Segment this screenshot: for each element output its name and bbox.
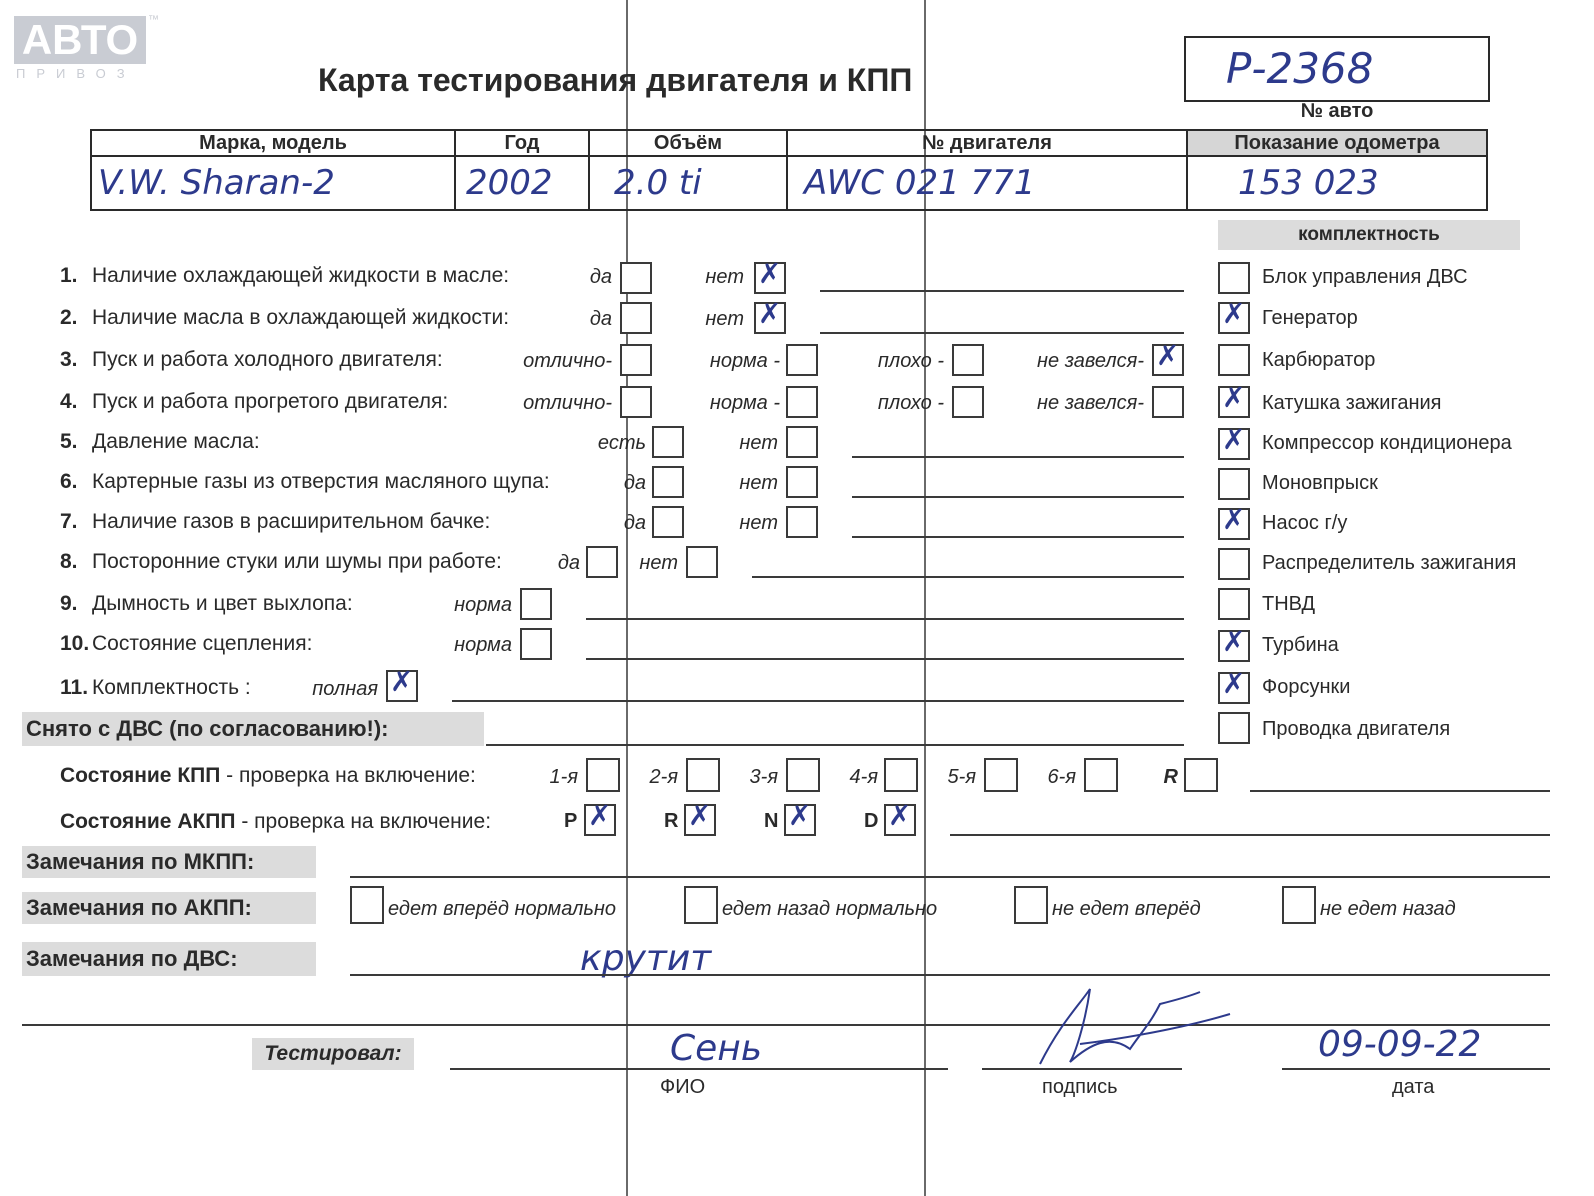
kpp-label-rest: - проверка на включение: bbox=[220, 764, 476, 787]
question-number: 2. bbox=[60, 306, 78, 329]
completeness-heading: комплектность bbox=[1218, 220, 1520, 250]
question-text: Картерные газы из отверстия масляного щупа: bbox=[92, 470, 550, 493]
akpp-remark-checkbox[interactable] bbox=[1282, 886, 1316, 924]
completeness-checkbox[interactable] bbox=[1218, 262, 1250, 294]
option-label: есть bbox=[597, 432, 646, 454]
option-checkbox[interactable] bbox=[586, 546, 618, 578]
akpp-remark-checkbox[interactable] bbox=[350, 886, 384, 924]
option-label: да bbox=[623, 472, 646, 494]
check-mark-icon: ✗ bbox=[390, 665, 414, 698]
question-text: Наличие масла в охлаждающей жидкости: bbox=[92, 306, 510, 329]
gear-label: R bbox=[1163, 766, 1178, 788]
completeness-item-label: Карбюратор bbox=[1262, 349, 1376, 371]
question-4 bbox=[60, 390, 448, 414]
question-text: Состояние сцепления: bbox=[92, 632, 313, 655]
question-number: 10. bbox=[60, 632, 90, 655]
gear-label: R bbox=[664, 810, 679, 832]
option-label: да bbox=[589, 266, 612, 288]
gear-checkbox[interactable] bbox=[884, 758, 918, 792]
question-text: Пуск и работа прогретого двигателя: bbox=[92, 390, 449, 413]
option-label: норма bbox=[454, 634, 512, 656]
question-11 bbox=[60, 676, 251, 700]
engine-number-value: AWC 021 771 bbox=[804, 163, 1036, 203]
option-label: отлично- bbox=[523, 392, 612, 414]
check-mark-icon: ✗ bbox=[1156, 339, 1180, 372]
option-label: нет bbox=[739, 432, 778, 454]
logo-subtext: ПРИВОЗ bbox=[16, 66, 136, 81]
answer-line bbox=[452, 700, 1184, 702]
completeness-item-label: Насос г/у bbox=[1262, 512, 1348, 534]
option-checkbox[interactable] bbox=[1152, 339, 1184, 376]
date-label: дата bbox=[1392, 1076, 1435, 1098]
completeness-checkbox[interactable] bbox=[1218, 297, 1250, 334]
option-checkbox[interactable] bbox=[786, 344, 818, 376]
check-mark-icon: ✗ bbox=[1222, 423, 1246, 456]
completeness-checkbox[interactable] bbox=[1218, 588, 1250, 620]
question-7 bbox=[60, 510, 490, 534]
option-checkbox[interactable] bbox=[952, 344, 984, 376]
answer-line bbox=[852, 536, 1184, 538]
option-checkbox[interactable] bbox=[386, 665, 418, 702]
option-label: нет bbox=[705, 308, 744, 330]
option-checkbox[interactable] bbox=[686, 546, 718, 578]
tested-by-label: Тестировал: bbox=[252, 1038, 414, 1070]
check-mark-icon: ✗ bbox=[888, 799, 912, 832]
question-text: Посторонние стуки или шумы при работе: bbox=[92, 550, 502, 573]
akpp-remark-label: едет вперёд нормально bbox=[388, 898, 617, 920]
page-title: Карта тестирования двигателя и КПП bbox=[318, 62, 913, 98]
gear-label: 5-я bbox=[947, 766, 976, 788]
header-col-model: Марка, модель bbox=[91, 130, 455, 156]
answer-line bbox=[350, 974, 1550, 976]
completeness-checkbox[interactable] bbox=[1218, 625, 1250, 662]
gear-checkbox[interactable] bbox=[586, 758, 620, 792]
completeness-item-label: ТНВД bbox=[1262, 593, 1316, 615]
answer-line bbox=[1250, 790, 1550, 792]
completeness-checkbox[interactable] bbox=[1218, 503, 1250, 540]
answer-line bbox=[586, 618, 1184, 620]
logo bbox=[14, 16, 146, 64]
akpp-remark-label: едет назад нормально bbox=[722, 898, 938, 920]
completeness-item-label: Турбина bbox=[1262, 634, 1339, 656]
option-checkbox[interactable] bbox=[754, 297, 786, 334]
gear-checkbox[interactable] bbox=[686, 758, 720, 792]
option-label: не завелся- bbox=[1037, 392, 1144, 414]
auto-number-label: № авто bbox=[1300, 100, 1374, 122]
question-9 bbox=[60, 592, 353, 616]
question-number: 4. bbox=[60, 390, 78, 413]
question-8 bbox=[60, 550, 502, 574]
option-label: да bbox=[623, 512, 646, 534]
akpp-remark-checkbox[interactable] bbox=[1014, 886, 1048, 924]
logo-text: АВТО bbox=[21, 16, 139, 63]
question-number: 1. bbox=[60, 264, 78, 287]
completeness-item-label: Генератор bbox=[1262, 307, 1358, 329]
question-number: 9. bbox=[60, 592, 78, 615]
test-date: 09-09-22 bbox=[1318, 1024, 1482, 1065]
option-label: плохо - bbox=[877, 392, 944, 414]
gear-label: 4-я bbox=[849, 766, 878, 788]
tester-name: Сень bbox=[670, 1028, 763, 1069]
question-number: 6. bbox=[60, 470, 78, 493]
option-label: нет bbox=[639, 552, 678, 574]
question-text: Комплектность : bbox=[92, 676, 251, 699]
completeness-item-label: Распределитель зажигания bbox=[1262, 552, 1517, 574]
akpp-remark-label: не едет назад bbox=[1320, 898, 1456, 920]
gear-label: N bbox=[764, 810, 779, 832]
check-mark-icon: ✗ bbox=[758, 257, 782, 290]
check-mark-icon: ✗ bbox=[758, 297, 782, 330]
auto-number-box bbox=[1184, 36, 1490, 102]
header-col-year: Год bbox=[455, 130, 589, 156]
option-checkbox[interactable] bbox=[786, 386, 818, 418]
auto-number-value: Р-2368 bbox=[1226, 44, 1374, 93]
kpp-label-bold: Состояние КПП bbox=[60, 764, 221, 787]
question-2 bbox=[60, 306, 509, 330]
answer-line bbox=[752, 576, 1184, 578]
completeness-checkbox[interactable] bbox=[1218, 667, 1250, 704]
gear-checkbox[interactable] bbox=[884, 799, 916, 836]
question-text: Давление масла: bbox=[92, 430, 260, 453]
answer-line bbox=[950, 834, 1550, 836]
option-checkbox[interactable] bbox=[754, 257, 786, 294]
akpp-remark-label: не едет вперёд bbox=[1052, 898, 1201, 920]
gear-checkbox[interactable] bbox=[784, 799, 816, 836]
option-label: плохо - bbox=[877, 350, 944, 372]
option-label: да bbox=[589, 308, 612, 330]
answer-line bbox=[586, 658, 1184, 660]
gear-checkbox[interactable] bbox=[984, 758, 1018, 792]
odometer-value: 153 023 bbox=[1238, 163, 1379, 203]
answer-line bbox=[486, 744, 1184, 746]
kpp-label bbox=[60, 764, 476, 788]
header-col-engine: № двигателя bbox=[787, 130, 1187, 156]
question-6 bbox=[60, 470, 550, 494]
question-text: Наличие охлаждающей жидкости в масле: bbox=[92, 264, 510, 287]
signature-label: подпись bbox=[1042, 1076, 1118, 1098]
option-checkbox[interactable] bbox=[520, 628, 552, 660]
completeness-checkbox[interactable] bbox=[1218, 468, 1250, 500]
option-checkbox[interactable] bbox=[786, 466, 818, 498]
option-label: норма - bbox=[709, 350, 780, 372]
remarks-dvs-label: Замечания по ДВС: bbox=[22, 942, 316, 976]
question-number: 11. bbox=[60, 676, 89, 699]
gear-label: P bbox=[564, 810, 578, 832]
header-col-odometer: Показание одометра bbox=[1187, 130, 1487, 156]
answer-line bbox=[820, 332, 1184, 334]
signature-icon bbox=[1030, 984, 1240, 1074]
question-number: 3. bbox=[60, 348, 78, 371]
header-col-volume: Объём bbox=[589, 130, 787, 156]
answer-line bbox=[852, 496, 1184, 498]
option-checkbox[interactable] bbox=[786, 506, 818, 538]
option-checkbox[interactable] bbox=[620, 262, 652, 294]
completeness-checkbox[interactable] bbox=[1218, 381, 1250, 418]
option-checkbox[interactable] bbox=[1152, 386, 1184, 418]
option-checkbox[interactable] bbox=[652, 426, 684, 458]
remarks-mkpp-label: Замечания по МКПП: bbox=[22, 846, 316, 878]
question-3 bbox=[60, 348, 443, 372]
dvs-remark-note: крутит bbox=[580, 938, 712, 979]
check-mark-icon: ✗ bbox=[1222, 381, 1246, 414]
check-mark-icon: ✗ bbox=[1222, 297, 1246, 330]
completeness-checkbox[interactable] bbox=[1218, 423, 1250, 460]
answer-line bbox=[852, 456, 1184, 458]
gear-label: 6-я bbox=[1047, 766, 1076, 788]
option-label: отлично- bbox=[523, 350, 612, 372]
completeness-item-label: Проводка двигателя bbox=[1262, 718, 1451, 740]
model-value: V.W. Sharan-2 bbox=[98, 163, 335, 203]
check-mark-icon: ✗ bbox=[1222, 667, 1246, 700]
option-label: норма - bbox=[709, 392, 780, 414]
option-label: полная bbox=[312, 678, 378, 700]
option-label: норма bbox=[454, 594, 512, 616]
question-text: Наличие газов в расширительном бачке: bbox=[92, 510, 491, 533]
question-1 bbox=[60, 264, 509, 288]
gear-label: 1-я bbox=[549, 766, 578, 788]
removed-from-engine-label: Снято с ДВС (по согласованию!): bbox=[22, 712, 484, 746]
option-label: не завелся- bbox=[1037, 350, 1144, 372]
gear-checkbox[interactable] bbox=[1184, 758, 1218, 792]
option-checkbox[interactable] bbox=[620, 302, 652, 334]
remarks-akpp-label: Замечания по АКПП: bbox=[22, 892, 316, 924]
question-text: Пуск и работа холодного двигателя: bbox=[92, 348, 443, 371]
option-label: нет bbox=[705, 266, 744, 288]
check-mark-icon: ✗ bbox=[588, 799, 612, 832]
option-label: да bbox=[557, 552, 580, 574]
check-mark-icon: ✗ bbox=[788, 799, 812, 832]
question-number: 5. bbox=[60, 430, 78, 453]
volume-value: 2.0 ti bbox=[614, 163, 702, 203]
check-mark-icon: ✗ bbox=[688, 799, 712, 832]
completeness-checkbox[interactable] bbox=[1218, 548, 1250, 580]
completeness-item-label: Моновпрыск bbox=[1262, 472, 1378, 494]
answer-line bbox=[350, 876, 1550, 878]
signature-line bbox=[982, 1068, 1182, 1070]
completeness-item-label: Катушка зажигания bbox=[1262, 392, 1442, 414]
gear-checkbox[interactable] bbox=[684, 799, 716, 836]
option-checkbox[interactable] bbox=[786, 426, 818, 458]
gear-checkbox[interactable] bbox=[584, 799, 616, 836]
date-line bbox=[1282, 1068, 1550, 1070]
gear-label: D bbox=[864, 810, 879, 832]
vehicle-header-table bbox=[90, 129, 1488, 211]
option-checkbox[interactable] bbox=[652, 506, 684, 538]
question-number: 8. bbox=[60, 550, 78, 573]
completeness-item-label: Форсунки bbox=[1262, 676, 1351, 698]
akpp-label-rest: - проверка на включение: bbox=[235, 810, 492, 833]
option-checkbox[interactable] bbox=[620, 386, 652, 418]
akpp-label bbox=[60, 810, 491, 834]
gear-checkbox[interactable] bbox=[786, 758, 820, 792]
akpp-label-bold: Состояние АКПП bbox=[60, 810, 236, 833]
option-label: нет bbox=[739, 512, 778, 534]
completeness-item-label: Компрессор кондиционера bbox=[1262, 432, 1512, 454]
completeness-checkbox[interactable] bbox=[1218, 344, 1250, 376]
akpp-remark-checkbox[interactable] bbox=[684, 886, 718, 924]
gear-label: 3-я bbox=[749, 766, 778, 788]
gear-label: 2-я bbox=[649, 766, 678, 788]
question-5 bbox=[60, 430, 260, 454]
answer-line bbox=[820, 290, 1184, 292]
year-value: 2002 bbox=[466, 163, 553, 203]
completeness-item-label: Блок управления ДВС bbox=[1262, 266, 1468, 288]
question-10 bbox=[60, 632, 312, 656]
check-mark-icon: ✗ bbox=[1222, 503, 1246, 536]
option-label: нет bbox=[739, 472, 778, 494]
gear-checkbox[interactable] bbox=[1084, 758, 1118, 792]
option-checkbox[interactable] bbox=[620, 344, 652, 376]
fio-label: ФИО bbox=[660, 1076, 706, 1098]
option-checkbox[interactable] bbox=[652, 466, 684, 498]
fio-line bbox=[450, 1068, 948, 1070]
check-mark-icon: ✗ bbox=[1222, 625, 1246, 658]
option-checkbox[interactable] bbox=[520, 588, 552, 620]
option-checkbox[interactable] bbox=[952, 386, 984, 418]
completeness-checkbox[interactable] bbox=[1218, 712, 1250, 744]
logo-tm: ™ bbox=[148, 14, 159, 26]
question-number: 7. bbox=[60, 510, 78, 533]
question-text: Дымность и цвет выхлопа: bbox=[92, 592, 353, 615]
